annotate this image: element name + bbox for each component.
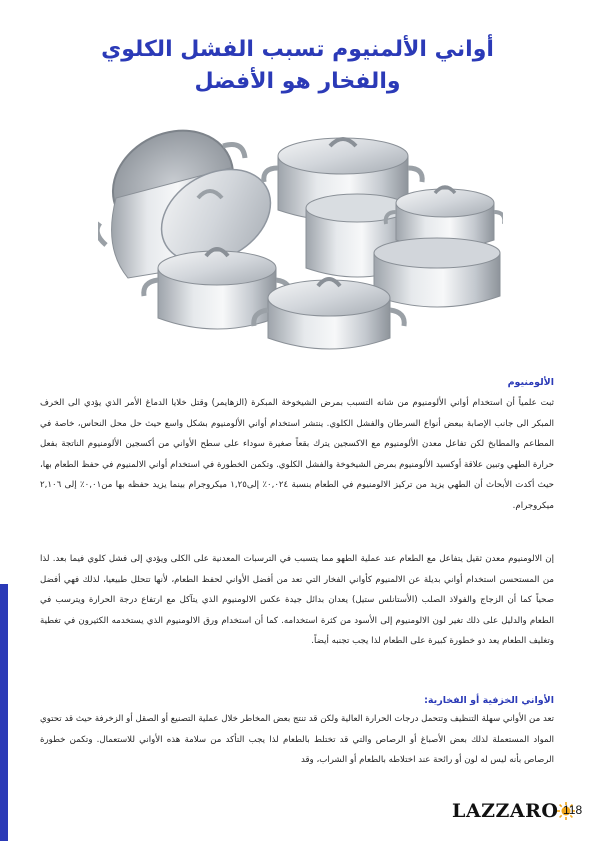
title-line-1: أواني الألمنيوم تسبب الفشل الكلوي xyxy=(101,37,494,62)
wide-right-pot-graphic xyxy=(374,238,500,307)
page-number: 118 xyxy=(563,803,583,817)
front-center-pot-graphic xyxy=(254,279,404,349)
aluminium-heading: الألومنيوم xyxy=(507,377,554,388)
page-title xyxy=(40,34,555,98)
brand-logo xyxy=(452,796,576,826)
aluminium-pots-image xyxy=(98,128,503,363)
alternatives-paragraph: إن الالومنيوم معدن ثقيل يتفاعل مع الطعام عند عملية الطهو مما يتسبب في الترسبات المعدنية على الكلى ويؤدي إلى فشل كلوي فيما بعد. لذا من المستحسن استخدام أواني بديلة عن الالمنيوم كأواني الفخار التي تعد من أفضل الأواني لحفظ الطعام، لأنها تتحلل طبيعيا، لذلك فهي أفضل صحياً كما أن الزجاج والفولاذ الصلب (الأستانلس ستيل) يعدان بدائل جيدة عكس الالومنيوم الذي يتآكل مع ارتفاع درجة الحرارة ويترسب في الطعام والدليل على ذلك تغير لون الالومنيوم إلى الأسود من كثرة استخدامه. كما أن استخدام ورق الالومنيوم الذي يستخدمه الكثيرون في تغطية وتغليف الطعام يعد ذو خطورة كبيرة على الطعام لذا يجب تجنبه أيضاً. xyxy=(40,554,554,646)
ceramic-section xyxy=(40,694,554,771)
ceramic-paragraph: تعد من الأواني سهلة التنظيف وتتحمل درجات الحرارة العالية ولكن قد تنتج بعض المخاطر خلال عملية التصنيع أو الصقل أو الزخرفة حيث قد تحتوي المواد المستعملة لذلك بعض الأصباغ أو الرصاص والتي قد تختلط بالطعام لذا يجب التأكد من سلامة هذه الأواني للاستعمال. وتكمن خطورة الرصاص بأنه ليس له لون أو رائحة عند اختلاطه بالطعام أو الشراب، وقد xyxy=(40,714,554,765)
brand-name: LAZZARO xyxy=(452,800,559,822)
alternatives-section xyxy=(40,549,554,652)
aluminium-section xyxy=(40,376,554,516)
title-line-2: والفخار هو الأفضل xyxy=(194,69,401,94)
side-accent-bar xyxy=(0,584,8,841)
ceramic-heading: الأواني الخزفية أو الفخارية: xyxy=(424,695,554,706)
aluminium-paragraph: ثبت علمياً أن استخدام أواني الألومنيوم من شانه التسبب بمرض الشيخوخة المبكرة (الزهايمر) وقتل خلايا الدماغ الأمر الذي يؤدي الى الخرف المبكر الى جانب الإصابة ببعض أنواع السرطان والفشل الكلوي. ينتشر استخدام أواني الألومنيوم بشكل واسع حيث حل محل النحاس، خاصة في المطاعم والمطابخ لكن تفاعل معدن الألومنيوم مع الاكسجين يترك بقعاً صغيرة سوداء على سطح الأواني من أكسجين الألومنيوم الناتجة بفعل حرارة الطهي وتبين علاقة أوكسيد الألومنيوم بمرض الشيخوخة والفشل الكلوي. وتكمن الخطورة في استخدام أواني الالمنيوم في حفظ الطعام بها، حيث أكدت الأبحاث أن الطهي يزيد من تركيز الالومنيوم في الطعام بنسبة ٠,٠٢٤٪ إلى١,٢٥ ميكروجرام بينما يزيد حفظه بها من٠,٠١٪ إلى ٢,١٠٦ ميكروجرام. xyxy=(40,398,554,511)
